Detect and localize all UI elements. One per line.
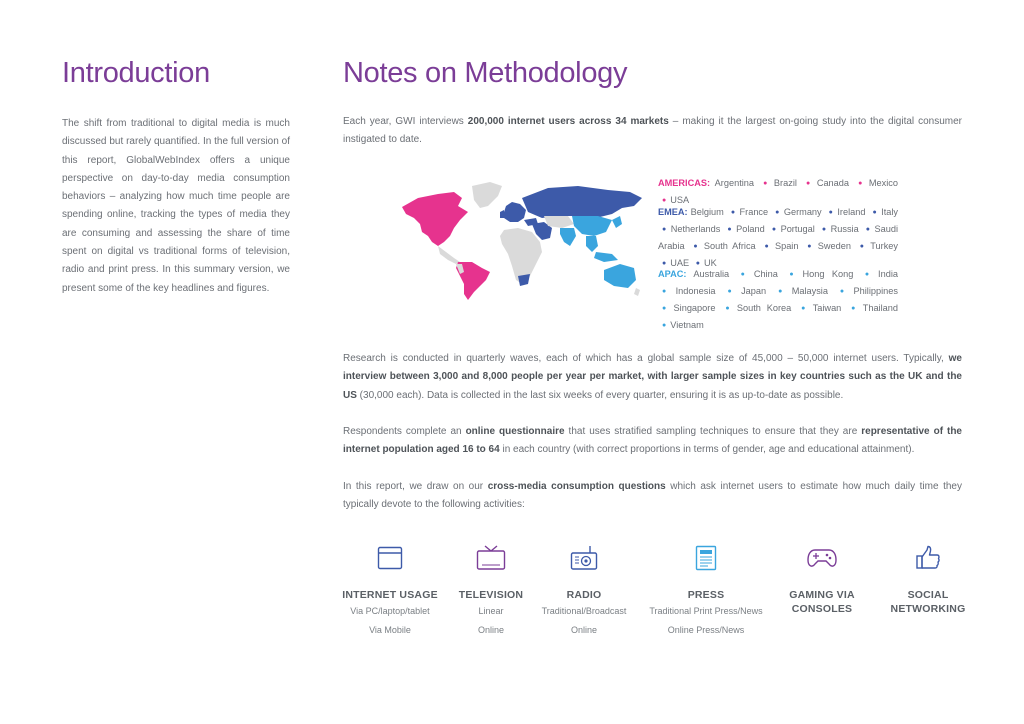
bullet-separator: ● <box>859 243 867 250</box>
region-label: EMEA: <box>658 207 688 217</box>
methodology-paragraph-2: Research is conducted in quarterly waves, each of which has a global sample size of 45,000 – 50,000 internet users. Typically, we interview between 3,000 and 8,000 people per year per market, with larger sample sizes in key countries such as the UK and the US (30,000 each). Data is collected in the last six weeks of every quarter, ensuring it is as up-to-date as possible. <box>343 353 962 401</box>
country-name: Taiwan <box>812 303 842 313</box>
browser-window-icon <box>335 540 445 576</box>
category-radio <box>529 540 639 639</box>
bullet-separator: ● <box>662 260 667 267</box>
bullet-separator: ● <box>740 271 750 278</box>
category-sub: Traditional/Broadcast <box>541 606 627 616</box>
country-name: South Korea <box>736 303 792 313</box>
country-name: Canada <box>816 178 849 188</box>
category-title: SOCIAL NETWORKING <box>890 589 966 615</box>
country-name: Australia <box>693 269 730 279</box>
category-press <box>636 540 776 639</box>
country-name: China <box>753 269 778 279</box>
radio-icon <box>529 540 639 576</box>
region-label: APAC: <box>658 269 687 279</box>
bullet-separator: ● <box>801 305 809 312</box>
category-title: PRESS <box>687 589 725 601</box>
country-name: Indonesia <box>675 286 716 296</box>
category-title: TELEVISION <box>458 589 524 601</box>
bullet-separator: ● <box>764 243 771 250</box>
category-title: GAMING VIA CONSOLES <box>789 589 855 615</box>
country-name: Argentina <box>714 178 755 188</box>
bullet-separator: ● <box>662 322 667 329</box>
country-name: Saudi Arabia <box>658 224 899 251</box>
bullet-separator: ● <box>693 243 700 250</box>
country-name: South Africa <box>703 241 756 251</box>
thumbs-up-icon <box>873 540 983 576</box>
bullet-separator: ● <box>778 288 788 295</box>
country-name: Singapore <box>673 303 716 313</box>
category-sub: Via Mobile <box>369 624 411 635</box>
bullet-separator: ● <box>858 180 865 187</box>
category-sub: Linear <box>478 606 504 616</box>
country-name: Poland <box>736 224 765 234</box>
bullet-separator: ● <box>727 226 733 233</box>
category-sub: Online <box>477 624 504 635</box>
country-name: Ireland <box>837 207 866 217</box>
country-name: Sweden <box>817 241 851 251</box>
country-name: Hong Kong <box>802 269 854 279</box>
world-map <box>398 176 648 302</box>
country-name: USA <box>670 195 690 205</box>
bullet-separator: ● <box>821 226 827 233</box>
country-name: France <box>739 207 769 217</box>
country-name: Portugal <box>780 224 815 234</box>
country-name: India <box>878 269 898 279</box>
country-name: Belgium <box>690 207 724 217</box>
bullet-separator: ● <box>662 197 667 204</box>
bullet-separator: ● <box>662 288 672 295</box>
intro-title: Introduction <box>62 57 210 89</box>
bullet-separator: ● <box>865 226 871 233</box>
category-sub: Online Press/News <box>667 624 745 635</box>
category-title: INTERNET USAGE <box>342 589 438 601</box>
bullet-separator: ● <box>727 288 738 295</box>
region-apac <box>658 266 898 334</box>
bullet-separator: ● <box>763 180 770 187</box>
category-sub: Online <box>570 624 597 635</box>
country-name: Vietnam <box>670 320 704 330</box>
category-sub: Via PC/laptop/tablet <box>350 606 430 616</box>
country-name: Thailand <box>862 303 898 313</box>
country-name: Italy <box>881 207 898 217</box>
bullet-separator: ● <box>662 226 667 233</box>
country-name: Malaysia <box>791 286 828 296</box>
country-name: UAE <box>670 258 690 268</box>
gamepad-icon <box>774 540 870 576</box>
region-label: AMERICAS: <box>658 178 711 188</box>
bullet-separator: ● <box>730 209 736 216</box>
category-social-networking <box>873 540 983 616</box>
bullet-separator: ● <box>851 305 859 312</box>
bullet-separator: ● <box>789 271 799 278</box>
country-name: Netherlands <box>670 224 721 234</box>
category-sub: Traditional Print Press/News <box>649 606 763 616</box>
country-name: Spain <box>774 241 799 251</box>
bullet-separator: ● <box>695 260 700 267</box>
newspaper-icon <box>636 540 776 576</box>
bullet-separator: ● <box>662 305 670 312</box>
country-name: UK <box>703 258 717 268</box>
bullet-separator: ● <box>839 288 850 295</box>
methodology-paragraph-4: In this report, we draw on our cross-media consumption questions which ask internet users to estimate how much daily time they typically devote to the following activities: <box>343 481 962 511</box>
category-title: RADIO <box>566 589 602 601</box>
bullet-separator: ● <box>725 305 733 312</box>
country-name: Turkey <box>870 241 898 251</box>
region-emea <box>658 204 898 272</box>
bullet-separator: ● <box>807 243 814 250</box>
bullet-separator: ● <box>806 180 813 187</box>
country-name: Germany <box>783 207 822 217</box>
category-internet-usage <box>335 540 445 639</box>
category-gaming <box>774 540 870 616</box>
country-name: Mexico <box>868 178 899 188</box>
methodology-paragraph-3: Respondents complete an online questionnaire that uses stratified sampling techniques to ensure that they are representative of the internet population aged 16 to 64 in each country (with correct proportions in terms of gender, age and educational attainment). <box>343 426 962 456</box>
country-name: Brazil <box>773 178 797 188</box>
bullet-separator: ● <box>775 209 780 216</box>
intro-body: The shift from traditional to digital media is much discussed but rarely quantified. In the full version of this report, GlobalWebIndex offers a unique perspective on day-to-day media consumption behaviors – analyzing how much time people are spending online, tracking the types of media they are consuming and assessing the share of time spent on digital vs traditional forms of television, radio and print press. In this summary version, we present some of the key headlines and figures. <box>62 118 290 294</box>
bullet-separator: ● <box>771 226 777 233</box>
methodology-paragraph-1: Each year, GWI interviews 200,000 internet users across 34 markets – making it the largest on-going study into the digital consumer instigated to date. <box>343 116 963 146</box>
country-name: Russia <box>830 224 859 234</box>
country-name: Japan <box>741 286 767 296</box>
country-name: Philippines <box>853 286 898 296</box>
bullet-separator: ● <box>864 271 875 278</box>
bullet-separator: ● <box>828 209 834 216</box>
bullet-separator: ● <box>872 209 878 216</box>
methodology-title: Notes on Methodology <box>343 57 628 89</box>
